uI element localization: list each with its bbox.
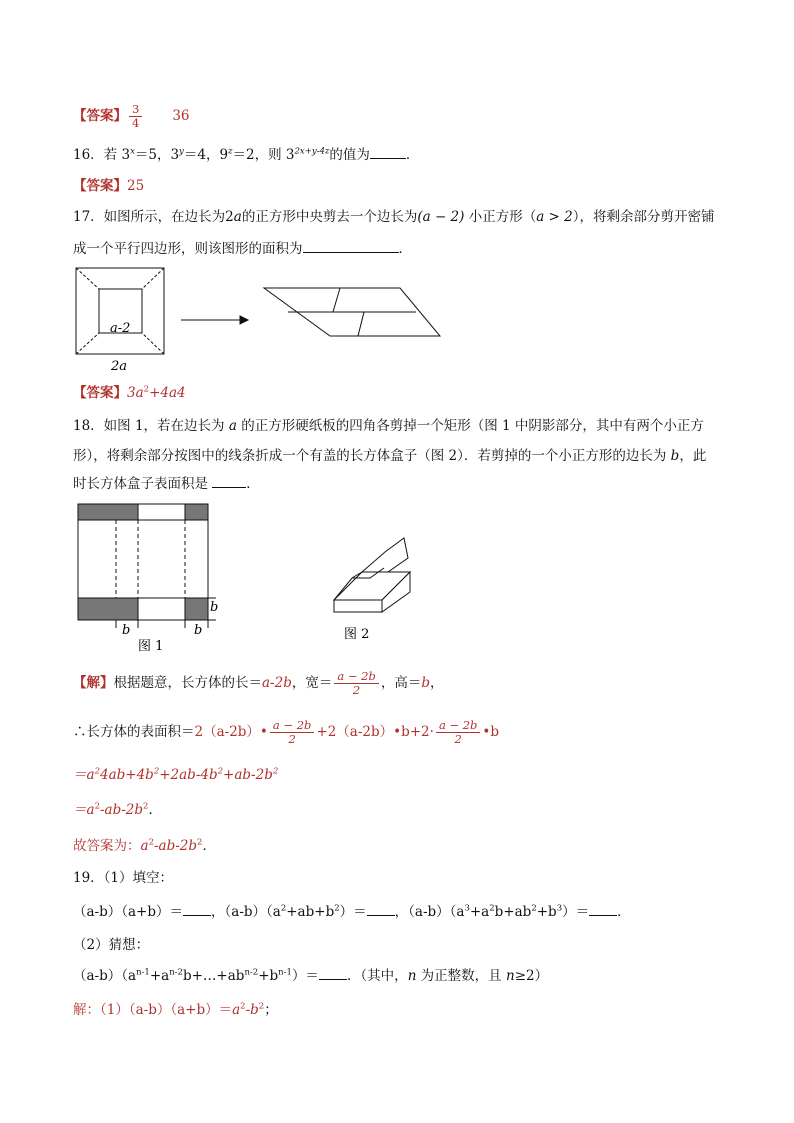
solution-18-line-4: $=a^2-ab-2b^2$．: [73, 801, 162, 818]
cut-square-bottom-right: [185, 598, 208, 620]
answer-blank: [367, 903, 395, 916]
figure-2-caption: 图 2: [344, 627, 370, 642]
label-b-3: b: [210, 600, 219, 615]
solution-18-line-3: $=a^24ab+4b^2+2ab-4b^2+ab-2b^2$: [73, 766, 279, 783]
solution-18-line-2: ∴长方体的表面积＝2（a-2b）• $\frac{a - 2b}{2}$ +2（a-2b）•b+2· $\frac{a - 2b}{2}$ •b: [73, 718, 500, 746]
figure-box-net: [70, 498, 430, 656]
width-fraction: $\frac{a - 2b}{2}$: [334, 670, 378, 697]
solution-label: 【解】: [73, 675, 114, 691]
question-16: 16．若 $3^x=5$，$3^y=4$，$9^z=2$，则 $3^{2x+y-4z}$的值为 ．: [73, 146, 420, 163]
question-19-line-1: 19．（1）填空：: [73, 870, 174, 886]
cut-rect-bottom-left: [78, 598, 138, 620]
answer-blank: [589, 903, 617, 916]
cut-square-top-right: [185, 504, 208, 520]
solution-18-line-5: 故答案为：$a^2-ab-2b^2$．: [73, 837, 216, 854]
figure-square-to-parallelogram: [70, 264, 450, 376]
question-19-line-2: （a-b）（a+b）＝ ，$(a-b)(a^2+ab+b^2)=$ ，$(a-b)(a^3+a^2b+ab^2+b^3)=$ ．: [73, 903, 631, 920]
answer-label: 【答案】: [73, 385, 127, 401]
answer-label: 【答案】: [73, 178, 127, 194]
outer-side-label: 2a: [111, 359, 128, 374]
answer-blank: [183, 903, 211, 916]
solution-18-line-1: 【解】根据题意，长方体的长＝a-2b，宽＝ $\frac{a - 2b}{2}$ ，高＝b，: [73, 669, 444, 697]
question-18-line-2: 形），将剩余部分按图中的线条折成一个有盖的长方体盒子（图 2）．若剪掉的一个小正方形的边长为 b，此: [73, 448, 707, 464]
answer-value: 25: [127, 178, 145, 194]
question-18-line-3: 时长方体盒子表面积是 ．: [73, 476, 260, 492]
answer-15: [73, 103, 190, 130]
answer-label: 【答案】: [73, 108, 127, 124]
question-19-solution-line-1: 解：$(1)(a-b)(a+b)=a^2-b^2$；: [73, 1001, 278, 1018]
label-b-1: b: [122, 623, 131, 638]
answer-blank: [370, 146, 406, 159]
answer-16: [73, 176, 144, 196]
answer-fraction: $\frac{3}{4}$: [129, 103, 142, 130]
cut-rect-top-left: [78, 504, 138, 520]
answer-blank: [212, 475, 246, 488]
answer-blank: [319, 967, 347, 980]
question-19-line-4: $(a-b)(a^{n-1}+a^{n-2}b+\dots+ab^{n-2}+b^{n-1})=$ ．（其中，n 为正整数，且 n≥2）: [73, 967, 549, 984]
figure-1-caption: 图 1: [138, 639, 164, 654]
outer-square: [76, 268, 164, 354]
box-3d: [334, 538, 410, 612]
question-18-line-1: 18．如图 1，若在边长为 a 的正方形硬纸板的四角各剪掉一个矩形（图 1 中阴影部分，其中有两个小正方: [73, 418, 704, 434]
question-19-line-3: （2）猜想：: [73, 937, 150, 953]
inner-side-label: a-2: [110, 321, 131, 336]
answer-value: 36: [172, 108, 190, 124]
question-17-line-1: 17．如图所示，在边长为2a的正方形中央剪去一个边长为(a − 2) 小正方形（a > 2），将剩余部分剪开密铺: [73, 209, 715, 225]
question-17-line-2: 成一个平行四边形，则该图形的面积为 ．: [73, 241, 412, 257]
arrow-head: [240, 316, 248, 324]
label-b-2: b: [194, 623, 203, 638]
answer-blank: [303, 240, 399, 253]
answer-17: 【答案】$3a^2+4a4$: [73, 384, 186, 401]
